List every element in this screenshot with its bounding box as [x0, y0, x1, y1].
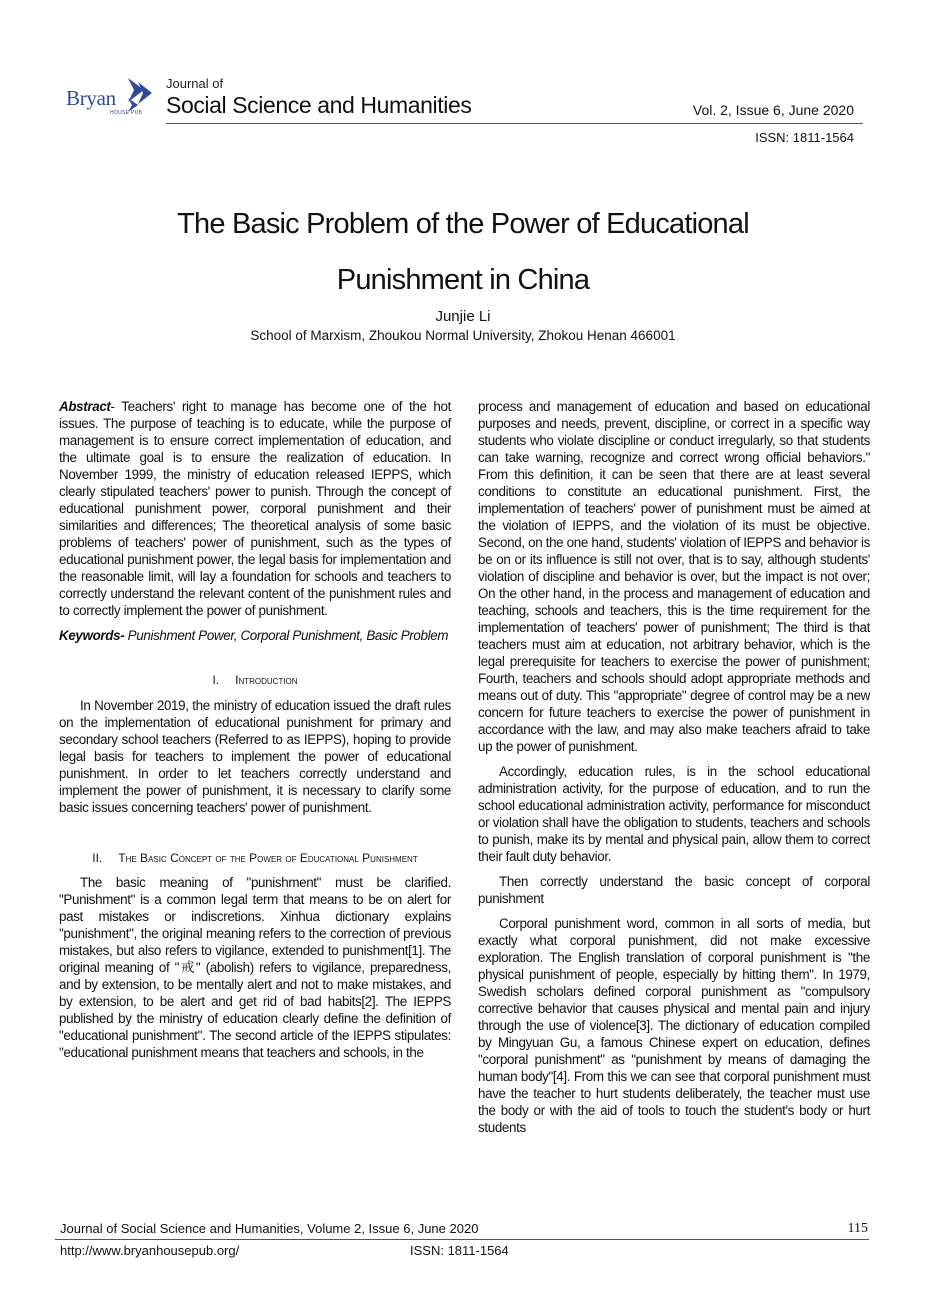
section-number: I. — [212, 673, 220, 687]
footer-divider — [55, 1239, 869, 1240]
header-divider — [166, 123, 863, 124]
footer-issn: ISSN: 1811-1564 — [410, 1243, 509, 1258]
section-heading-basic-concept — [59, 850, 451, 866]
right-column — [478, 398, 870, 1144]
paragraph: Corporal punishment word, common in all sorts of media, but exactly what corporal punishment, did not make excessive exploration. The English translation of corporal punishment is "the physical punishment of people, especially by hitting them". In 1979, Swedish scholars defined corporal punishment as "compulsory corrective behavior that causes physical and mental pain and injury through the use of violence[3]. The dictionary of education compiled by Mingyuan Gu, a famous Chinese expert on education, defines "corporal punishment" as "punishment by means of damaging the human body"[4]. From this we can see that corporal punishment must have the teacher to hurt students deliberately, the teacher must use the body or with the aid of tools to touch the student's body or hurt students — [478, 916, 870, 1135]
section-title: Introduction — [235, 673, 298, 687]
keywords — [59, 627, 451, 644]
section-heading-introduction — [59, 672, 451, 689]
page-header — [0, 0, 926, 150]
logo-text: Bryan — [66, 86, 116, 110]
paragraph: In November 2019, the ministry of education issued the draft rules on the implementation of educational punishment for primary and secondary school teachers (Referred to as IEPPS), hoping to provide legal basis for teachers to implement the power of educational punishment. In order to let teachers correctly understand and implement the power of punishment, it is necessary to clarify some basic issues concerning teachers' power of punishment. — [59, 698, 451, 815]
logo-subtext: HOUSE PUB — [110, 110, 143, 116]
abstract — [59, 398, 451, 619]
paragraph: process and management of education and based on educational purposes and needs, prevent, discipline, or correct in a specific way students who violate discipline or conduct irregularly, so that students can take warning, recognize and correct wrong official behaviors." From this definition, it can be seen that there are at least several conditions to constitute an educational punishment. First, the implementation of teachers' power of punishment must be aimed at the violation of IEPPS, and the violation of its must be objective. Second, on the one hand, students' violation of IEPPS and behavior is be on or its influence is still not over, that is to say, although students' violation of discipline and behavior is over, but the impact is not over; On the other hand, in the process and management of education and teaching, schools and teachers, this is the time requirement for the implementation of teachers' power of punishment; The third is that teachers must aim at education, not arbitrary behavior, which is the legal prerequisite for teachers to exercise the power of punishment; Fourth, teachers and schools should adopt appropriate methods and means out of duty. This "appropriate" degree of control may be a new concern for future teachers to exercise the power of punishment in accordance with the law, and may also make teachers afraid to take up the power of punishment. — [478, 399, 870, 754]
page-number: 115 — [847, 1221, 868, 1236]
left-column — [59, 398, 451, 1069]
title-line-2: Punishment in China — [336, 264, 590, 296]
header-issn: ISSN: 1811-1564 — [755, 130, 854, 145]
journal-of-label: Journal of — [166, 76, 224, 91]
author-name: Junjie Li — [435, 308, 491, 325]
title-line-1: The Basic Problem of the Power of Educational — [177, 208, 749, 240]
journal-name: Social Science and Humanities — [166, 92, 472, 118]
section-number: II. — [92, 851, 103, 865]
keywords-text: Punishment Power, Corporal Punishment, Basic Problem — [124, 628, 449, 643]
footer-journal-citation: Journal of Social Science and Humanities, Volume 2, Issue 6, June 2020 — [60, 1221, 479, 1236]
keywords-label: Keywords- — [59, 628, 125, 643]
abstract-text: - Teachers' right to manage has become one of the hot issues. The purpose of teaching is to educate, while the purpose of management is to ensure correct implementation of education, and the ultimate goal is to ensure the realization of education. In November 1999, the ministry of education released IEPPS, which clearly stipulated teachers' power to punish. Through the concept of educational punishment power, corporal punishment and their similarities and differences; The theoretical analysis of some basic problems of teachers' power of punishment, such as the types of educational punishment power, the legal basis for implementation and the reasonable limit, will lay a foundation for schools and teachers to correctly understand the relevant content of the punishment rules and to correctly implement the power of punishment. — [59, 399, 451, 618]
publisher-logo — [66, 76, 161, 120]
abstract-label: Abstract — [59, 399, 111, 414]
paragraph: The basic meaning of "punishment" must be clarified. "Punishment" is a common legal term that means to be on alert for past mistakes or indiscretions. Xinhua dictionary explains "punishment", the original meaning refers to the correction of previous mistakes, but also refers to vigilance, extended to punishment[1]. The original meaning of "戒" (abolish) refers to vigilance, preparedness, and by extension, to be mentally alert and not to make mistakes, and by extension, to be alert and get rid of bad habits[2]. The IEPPS published by the ministry of education clearly define the definition of "educational punishment". The second article of the IEPPS stipulates: "educational punishment means that teachers and schools, in the — [59, 875, 451, 1060]
section-title: The Basic Concept of the Power of Educational Punishment — [118, 851, 418, 865]
chevron-arrows-icon — [124, 76, 158, 114]
author-affiliation: School of Marxism, Zhoukou Normal University, Zhokou Henan 466001 — [250, 328, 676, 343]
article-title — [90, 196, 836, 308]
volume-info: Vol. 2, Issue 6, June 2020 — [692, 102, 854, 118]
paragraph: Accordingly, education rules, is in the school educational administration activity, for the purpose of education, and to run the school educational administration activity, performance for misconduct or violation shall have the obligation to students, teachers and schools to punish, make its by mental and physical pain, allow them to correct their fault duty behavior. — [478, 764, 870, 864]
paragraph: Then correctly understand the basic concept of corporal punishment — [478, 874, 870, 906]
publisher-url-link[interactable]: http://www.bryanhousepub.org/ — [60, 1243, 240, 1258]
